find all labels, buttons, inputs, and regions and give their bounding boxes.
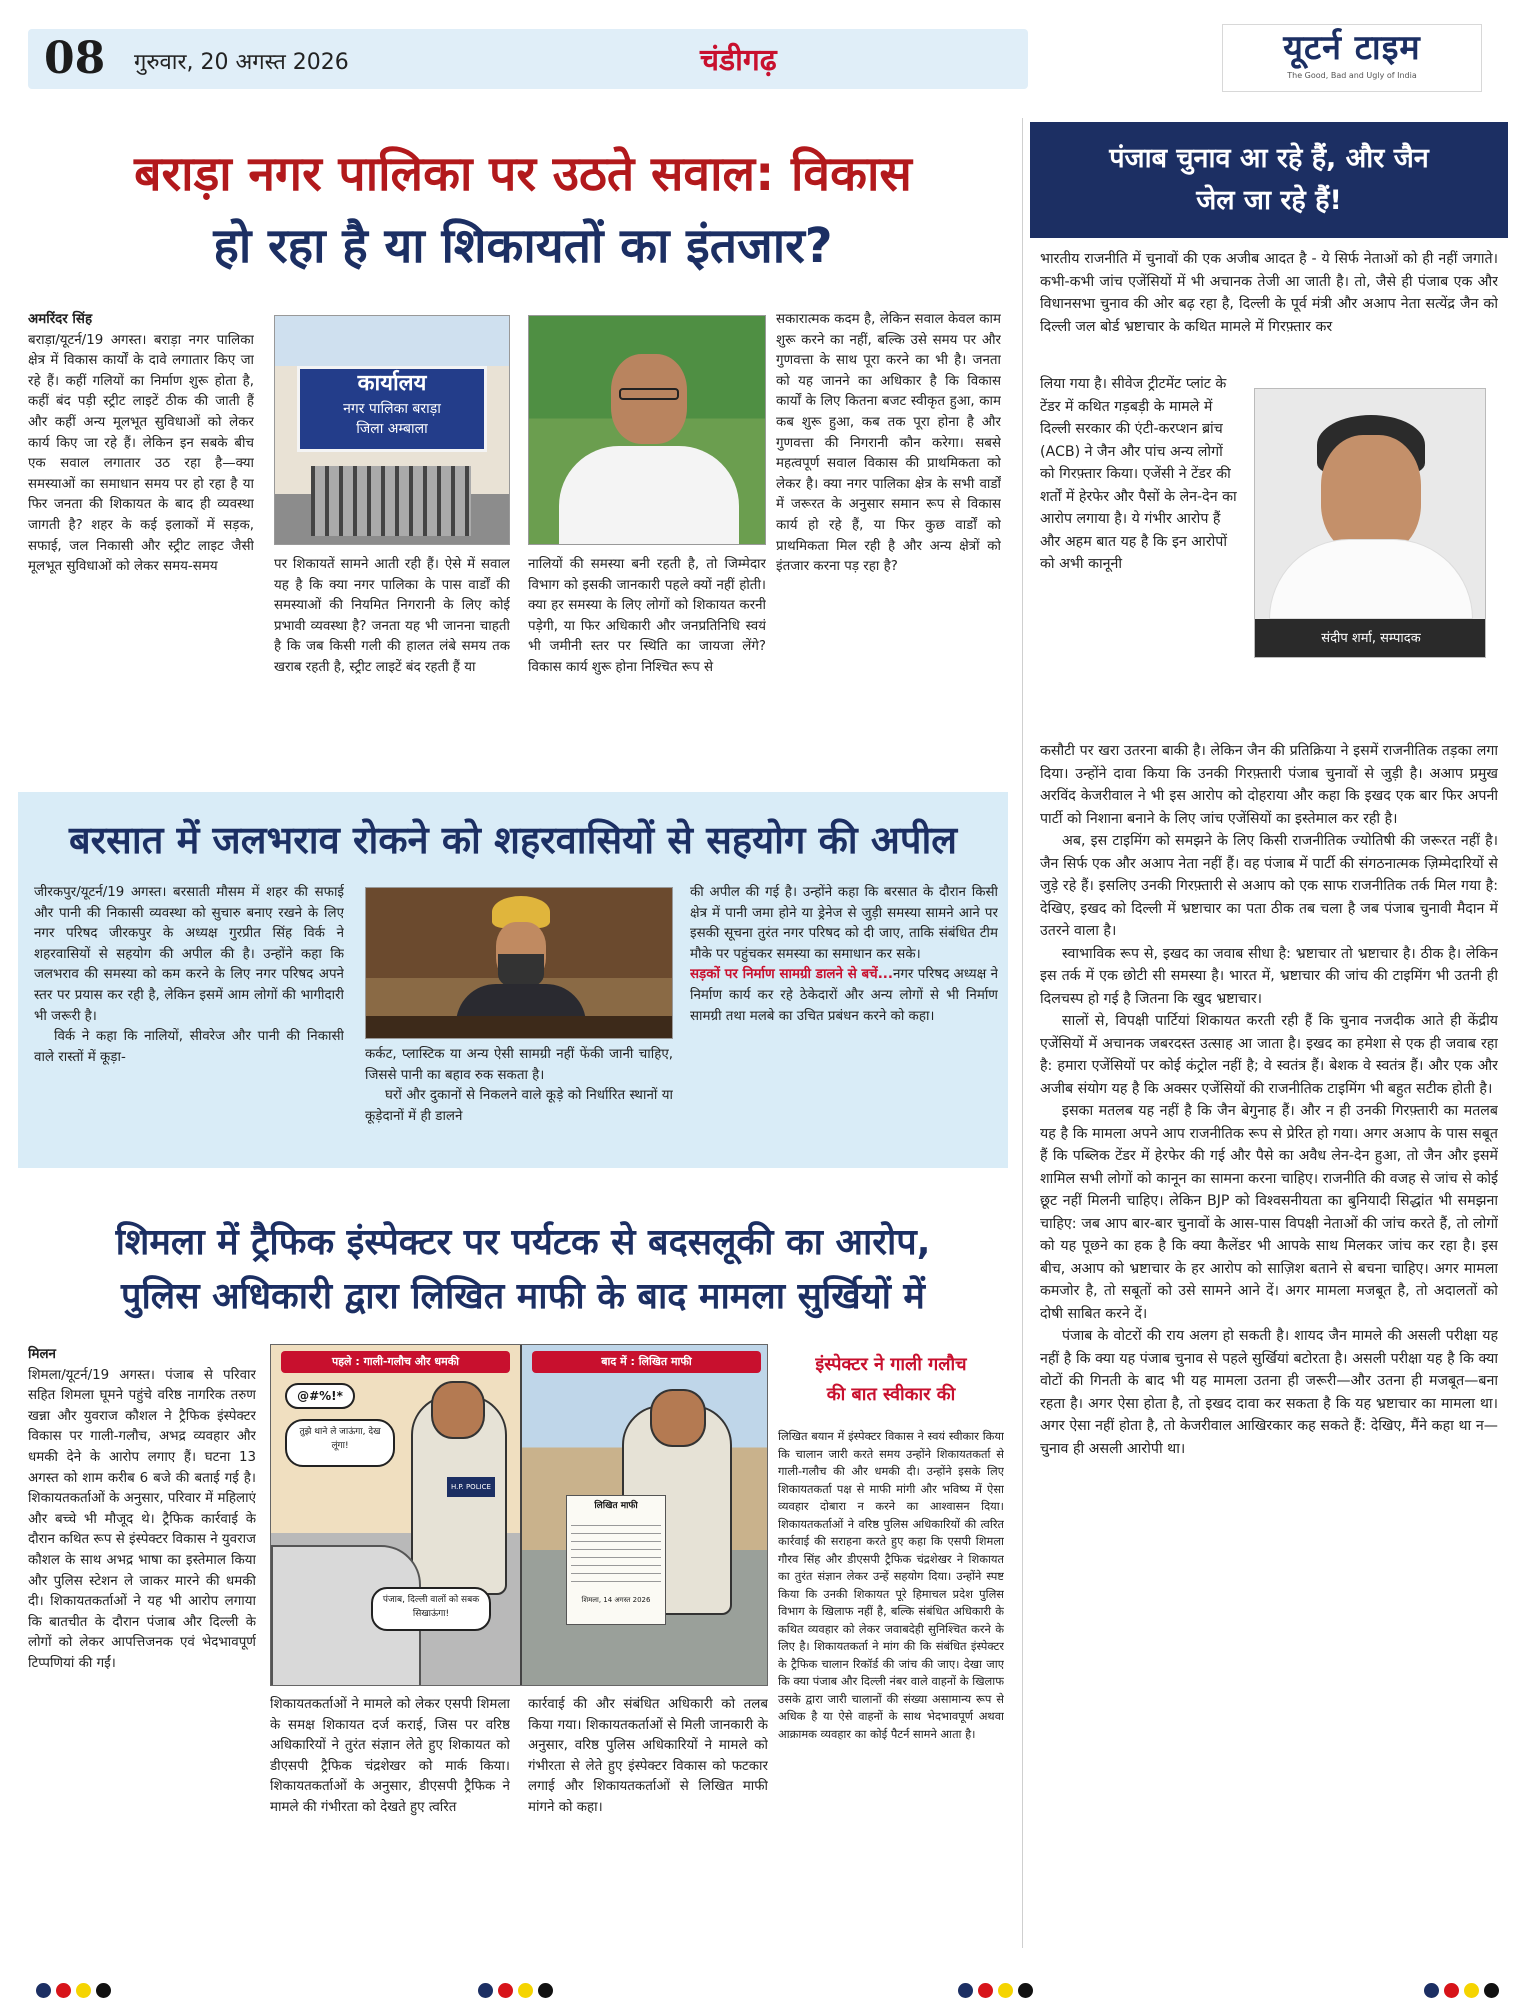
dot-black	[96, 1983, 111, 1998]
panel-before-title: पहले : गाली-गलौच और धमकी	[281, 1351, 510, 1373]
story3-headline-line2: पुलिस अधिकारी द्वारा लिखित माफी के बाद मामला सुर्खियों में	[121, 1276, 925, 1317]
story3-col2-text: शिकायतकर्ताओं ने मामले को लेकर एसपी शिमला के समक्ष शिकायत दर्ज कराई, जिस पर वरिष्ठ अधिकारियों ने तुरंत संज्ञान लेते हुए शिकायत को डीएसपी ट्रैफिक चंद्रशेखर को मार्क किया। शिकायतकर्ताओं के अनुसार, डीएसपी ट्रैफिक ने मामले की गंभीरता को देखते हुए त्वरित	[270, 1697, 510, 1815]
story2-col2a-text: कर्कट, प्लास्टिक या अन्य ऐसी सामग्री नहीं फेंकी जानी चाहिए, जिससे पानी का बहाव रुक सकता है।	[365, 1047, 673, 1083]
logo-tagline: The Good, Bad and Ugly of India	[1287, 71, 1417, 80]
dot-red	[1444, 1983, 1459, 1998]
story2-col1b-text: विर्क ने कहा कि नालियों, सीवरेज और पानी की निकासी वाले रास्तों में कूड़ा-	[34, 1029, 344, 1065]
officer-face	[650, 1389, 706, 1447]
dot-yellow	[998, 1983, 1013, 1998]
sign-line-1: कार्यालय	[357, 371, 427, 396]
story1-col4-text: सकारात्मक कदम है, लेकिन सवाल केवल काम शुरू करने का नहीं, बल्कि उसे समय पर और गुणवत्ता के साथ पूरा करने का भी है। जनता को यह जानने का अधिकार है कि विकास कार्यों के लिए कितना बजट स्वीकृत हुआ, काम कब शुरू हुआ, कब तक पूरा होना है और गुणवत्ता की निगरानी कौन करेगा। सबसे महत्वपूर्ण सवाल विकास की प्राथमिकता को लेकर है। क्या नगर पालिका क्षेत्र के सभी वार्डों में जरूरत के अनुसार समान रूप से विकास कार्य हो रहे हैं, या फिर कुछ वार्डों को प्राथमिकता मिल रही है और अन्य क्षेत्रों को इंतजार करना पड़ रहा है?	[776, 312, 1001, 575]
speech-bubble-1: @#%!*	[285, 1383, 355, 1409]
editorial-headline-line2: जेल जा रहे हैं!	[1196, 185, 1342, 216]
dot-yellow	[518, 1983, 533, 1998]
dot-red	[56, 1983, 71, 1998]
story2-column-3	[690, 883, 998, 1163]
editorial-column-rule	[1022, 118, 1023, 1948]
story3-headline	[28, 1216, 1018, 1324]
office-gate	[311, 466, 471, 536]
editorial-p4: सालों से, विपक्षी पार्टियां शिकायत करती रही हैं कि चुनाव नजदीक आते ही केंद्रीय एजेंसियों में अचानक जबरदस्त उत्साह आ जाता है। इखद का हमेशा से एक ही जवाब रहा है: हमारा एजेंसियों पर कोई कंट्रोल नहीं है; वे स्वतंत्र हैं। बेशक वे स्वतंत्र हैं। और एक और अजीब संयोग यह है कि अक्सर एजेंसियों की राजनीतिक टाइमिंग भी बहुत सटीक होती है।	[1040, 1013, 1498, 1097]
sign-line-3: जिला अम्बाला	[356, 421, 428, 437]
editorial-p3: स्वाभाविक रूप से, इखद का जवाब सीधा है: भ्रष्टाचार तो भ्रष्टाचार है। ठीक है। लेकिन इस तर्क में एक छोटी सी समस्या है। भारत में, भ्रष्टाचार की जांच की टाइमिंग भी उतनी ही दिलचस्प हो गई है जितना कि खुद भ्रष्टाचार।	[1040, 945, 1498, 1007]
registration-dots-4	[1424, 1983, 1499, 1998]
council-president-photo	[365, 887, 673, 1039]
dot-black	[1484, 1983, 1499, 1998]
dot-red	[498, 1983, 513, 1998]
story1-headline	[28, 138, 1018, 282]
story1-col3-text: नालियों की समस्या बनी रहती है, तो जिम्मेदार विभाग को इसकी जानकारी पहले क्यों नहीं होती। क्या हर समस्या के लिए लोगों को शिकायत करनी पड़ेगी, या फिर अधिकारी और जनप्रतिनिधि स्वयं भी जमीनी स्तर पर स्थिति का जायजा लेंगे? विकास कार्य शुरू होना निश्चित रूप से	[528, 557, 766, 675]
office-desk	[366, 1016, 673, 1039]
apology-letter	[566, 1495, 666, 1625]
portrait-shirt	[559, 446, 739, 545]
editorial-p2: अब, इस टाइमिंग को समझने के लिए किसी राजनीतिक ज्योतिषी की जरूरत नहीं है। जैन सिर्फ एक और अआप नेता नहीं हैं। वह पंजाब में पार्टी की संगठनात्मक ज़िम्मेदारियों से जुड़े रहे हैं। इसलिए उनकी गिरफ़्तारी से अआप को एक साफ राजनीतिक तर्क मिल गया है: देखिए, इखद को दिल्ली में भ्रष्टाचार का पता ठीक तब चला है जब पंजाब चुनावी मैदान में उतरने वाला है।	[1040, 833, 1498, 939]
office-sign-board	[297, 366, 487, 452]
story3-byline: मिलन	[28, 1347, 56, 1362]
story3-column-1	[28, 1345, 256, 1945]
police-badge: H.P. POLICE	[447, 1477, 495, 1497]
editor-coat	[1269, 539, 1473, 619]
story1-byline: अमरिंदर सिंह	[28, 312, 93, 327]
story1-column-1	[28, 310, 254, 775]
dot-red	[978, 1983, 993, 1998]
dot-black	[538, 1983, 553, 1998]
registration-dots-1	[36, 1983, 111, 1998]
dot-yellow	[1464, 1983, 1479, 1998]
editorial-p6: पंजाब के वोटरों की राय अलग हो सकती है। शायद जैन मामले की असली परीक्षा यह नहीं है कि क्या यह पंजाब चुनाव से पहले सुर्खियां बटोरता है। असली परीक्षा यह है कि क्या वोटों की गिनती के बाद भी यह मामला उतना ही जरूरी—और उतना ही मजबूत—बना रहता है। अगर ऐसा होता है, तो इखद दावा कर सकता है कि यह भ्रष्टाचार का मामला था। अगर ऐसा नहीं होता है, तो केजरीवाल आखिरकार कह सकते हैं: देखिए, मैंने कहा था न—चुनाव ही असली आरोपी था।	[1040, 1328, 1498, 1457]
municipal-office-photo	[274, 315, 510, 545]
comic-panel-before	[271, 1345, 520, 1686]
dot-black	[1018, 1983, 1033, 1998]
editorial-body	[1040, 740, 1498, 1950]
story3-col1-text: शिमला/यूटर्न/19 अगस्त। पंजाब से परिवार सहित शिमला घूमने पहुंचे वरिष्ठ नागरिक तरुण खन्ना और युवराज कौशल ने ट्रैफिक इंस्पेक्टर विकास पर गाली-गलौच, अभद्र व्यवहार और धमकी देने के आरोप लगाए हैं। घटना 13 अगस्त को शाम करीब 6 बजे की बताई गई है। शिकायतकर्ताओं के अनुसार, परिवार में महिलाएं और बच्चे भी मौजूद थे। ट्रैफिक कार्रवाई के दौरान कथित रूप से इंस्पेक्टर विकास ने युवराज कौशल के साथ अभद्र भाषा का इस्तेमाल किया और पुलिस स्टेशन ले जाकर मारने की धमकी दी। शिकायतकर्ताओं ने यह भी आरोप लगाया कि बातचीत के दौरान पंजाब और दिल्ली के लोगों को लेकर आपत्तिजनक एवं भेदभावपूर्ण टिप्पणियां की गईं।	[28, 1367, 256, 1671]
story1-col1-text: बराड़ा/यूटर्न/19 अगस्त। बराड़ा नगर पालिका क्षेत्र में विकास कार्यों के दावे लगातार किए जा रहे हैं। कहीं गलियों का निर्माण शुरू होता है, कहीं बंद पड़ी स्ट्रीट लाइटें ठीक की जाती हैं और कहीं अन्य मूलभूत सुविधाओं को लेकर कार्य किए जा रहे हैं। लेकिन इन सबके बीच एक सवाल लगातार उठ रहा है—क्या समस्याओं का समाधान समय पर हो रहा है या फिर जनता की शिकायत के बाद ही व्यवस्था जागती है? शहर के कई इलाकों में सड़क, सफाई, जल निकासी और स्ट्रीट लाइट जैसी मूलभूत सुविधाओं को लेकर समय-समय	[28, 332, 254, 575]
editor-caption: संदीप शर्मा, सम्पादक	[1255, 619, 1486, 658]
story1-column-4	[776, 310, 1001, 775]
inspector-face	[431, 1381, 485, 1439]
dot-blue	[958, 1983, 973, 1998]
editor-photo	[1254, 388, 1486, 658]
story2-headline: बरसात में जलभराव रोकने को शहरवासियों से सहयोग की अपील	[68, 818, 958, 862]
story3-col3-text: कार्रवाई की और संबंधित अधिकारी को तलब किया गया। शिकायतकर्ताओं से मिली जानकारी के अनुसार, वरिष्ठ पुलिस अधिकारियों ने मामले को गंभीरता से लेते हुए इंस्पेक्टर विकास को फटकार लगाई और शिकायतकर्ताओं से लिखित माफी मांगने को कहा।	[528, 1697, 768, 1815]
story1-column-3	[528, 555, 766, 775]
logo-text: यूटर्न टाइम	[1283, 28, 1421, 68]
story1-headline-line2: हो रहा है या शिकायतों का इंतजार?	[213, 218, 833, 274]
editorial-intro	[1040, 248, 1498, 370]
story2-col3a-text: की अपील की गई है। उन्होंने कहा कि बरसात के दौरान किसी क्षेत्र में पानी जमा होने या ड्रेनेज से जुड़ी समस्या सामने आने पर इसकी सूचना तुरंत नगर परिषद को दी जाए, ताकि संबंधित टीम मौके पर पहुंचकर समस्या का समाधान कर सके।	[690, 885, 998, 962]
sidebar-text: लिखित बयान में इंस्पेक्टर विकास ने स्वयं स्वीकार किया कि चालान जारी करते समय उन्होंने शिकायतकर्ता से गाली-गलौच की और धमकी दी। उन्होंने इसके लिए शिकायतकर्ता पक्ष से माफी मांगी और भविष्य में ऐसा व्यवहार दोबारा न करने का आश्वासन दिया। शिकायतकर्ताओं ने वरिष्ठ पुलिस अधिकारियों की त्वरित कार्रवाई की सराहना करते हुए कहा कि एसपी शिमला गौरव सिंह और डीएसपी ट्रैफिक चंद्रशेखर ने शिकायत का तुरंत संज्ञान लेकर उन्हें सहयोग दिया। उन्होंने स्पष्ट किया कि उनकी शिकायत पूरे हिमाचल प्रदेश पुलिस विभाग के खिलाफ नहीं है, बल्कि संबंधित अधिकारी के कथित व्यवहार को लेकर जवाबदेही सुनिश्चित करने के लिए है। शिकायतकर्ता ने मांग की कि संबंधित इंस्पेक्टर के ट्रैफिक चालान रिकॉर्ड की जांच की जाए। देखा जाए कि क्या पंजाब और दिल्ली नंबर वाले वाहनों के खिलाफ उसके द्वारा जारी चालानों की संख्या असामान्य रूप से अधिक है या ऐसे वाहनों के साथ भेदभावपूर्ण अथवा आक्रामक व्यवहार का कोई पैटर्न सामने आता है।	[778, 1429, 1004, 1741]
registration-dots-2	[478, 1983, 553, 1998]
editorial-headline-line1: पंजाब चुनाव आ रहे हैं, और जैन	[1109, 143, 1429, 174]
dot-blue	[478, 1983, 493, 1998]
panel-after-title: बाद में : लिखित माफी	[532, 1351, 761, 1373]
letter-title: लिखित माफी	[594, 1501, 638, 1511]
sign-line-2: नगर पालिका बराड़ा	[343, 401, 441, 417]
portrait-glasses	[619, 388, 679, 400]
story2-col1a-text: जीरकपुर/यूटर्न/19 अगस्त। बरसाती मौसम में शहर की सफाई और पानी की निकासी व्यवस्था को सुचारु बनाए रखने के लिए नगर परिषद जीरकपुर के अध्यक्ष गुरप्रीत सिंह विर्क ने शहरवासियों से सहयोग की अपील की है। उन्होंने कहा कि जलभराव की समस्या को कम करने के लिए नगर परिषद अपने स्तर पर प्रयास कर रही है, लेकिन इसमें आम लोगों की भागीदारी भी जरूरी है।	[34, 885, 344, 1024]
editorial-headline	[1030, 122, 1508, 238]
dot-blue	[36, 1983, 51, 1998]
story3-headline-line1: शिमला में ट्रैफिक इंस्पेक्टर पर पर्यटक से बदसलूकी का आरोप,	[115, 1222, 931, 1263]
editor-face	[1321, 435, 1421, 555]
comic-illustration	[270, 1344, 768, 1686]
speech-bubble-3: पंजाब, दिल्ली वालों को सबक सिखाऊंगा!	[371, 1587, 491, 1631]
letter-date: शिमला, 14 अगस्त 2026	[581, 1596, 651, 1604]
page-number: 08	[44, 33, 106, 84]
story2-subhead: सड़कों पर निर्माण सामग्री डालने से बचें...	[690, 967, 893, 983]
story1-col2-text: पर शिकायतें सामने आती रही हैं। ऐसे में सवाल यह है कि क्या नगर पालिका के पास वार्डों की समस्याओं की नियमित निगरानी के लिए कोई प्रभावी व्यवस्था है? जनता यह भी जानना चाहती है कि जब किसी गली की हालत लंबे समय तक खराब रहती है, स्ट्रीट लाइटें बंद रहती हैं या	[274, 557, 510, 675]
letter-lines	[571, 1518, 661, 1588]
president-beard	[498, 954, 544, 988]
story2-col2b-text: घरों और दुकानों से निकलने वाले कूड़े को निर्धारित स्थानों या कूड़ेदानों में ही डालने	[365, 1088, 673, 1124]
sidebar-headline-line2: की बात स्वीकार की	[826, 1384, 956, 1405]
registration-dots-3	[958, 1983, 1033, 1998]
issue-date: गुरुवार, 20 अगस्त 2026	[134, 50, 349, 75]
dot-blue	[1424, 1983, 1439, 1998]
editorial-p1: कसौटी पर खरा उतरना बाकी है। लेकिन जैन की प्रतिक्रिया ने इसमें राजनीतिक तड़का लगा दिया। उन्होंने दावा किया कि उनकी गिरफ़्तारी पंजाब चुनावों से जुड़ी है। अआप प्रमुख अरविंद केजरीवाल ने भी इस आरोप को दोहराया और कहा कि इखद एक बार फिर अपनी पार्टी को निशाना बनाने के लिए जांच एजेंसियों का इस्तेमाल कर रही है।	[1040, 743, 1498, 827]
editorial-narrow-text: लिया गया है। सीवेज ट्रीटमेंट प्लांट के टेंडर में कथित गड़बड़ी के मामले में दिल्ली सरकार की एंटी-करप्शन ब्रांच (ACB) ने जैन और पांच अन्य लोगों को गिरफ़्तार किया। एजेंसी ने टेंडर की शर्तों में हेरफेर और पैसों के लेन-देन का आरोप लगाया है। ये गंभीर आरोप हैं और अहम बात यह है कि इन आरोपों को अभी कानूनी	[1040, 376, 1237, 572]
official-portrait-photo	[528, 315, 766, 545]
story2-col3b-text: नगर परिषद अध्यक्ष ने निर्माण कार्य कर रहे ठेकेदारों और अन्य लोगों से भी निर्माण सामग्री तथा मलबे का उचित प्रबंधन करने को कहा।	[690, 967, 998, 1024]
speech-bubble-2: तुझे थाने ले जाऊंगा, देख लूंगा!	[285, 1419, 395, 1467]
story1-column-2	[274, 555, 510, 775]
story2-column-2	[365, 1045, 673, 1163]
editorial-narrow-column	[1040, 373, 1238, 733]
story3-column-3	[528, 1695, 768, 1945]
editorial-p5: इसका मतलब यह नहीं है कि जैन बेगुनाह हैं। और न ही उनकी गिरफ़्तारी का मतलब यह है कि मामला अपने आप राजनीतिक रूप से प्रेरित हो गया। अगर अआप के पास सबूत हैं कि पब्लिक टेंडर में हेरफेर की गई और पैसे का अवैध लेन-देन हुआ, तो जैन और इसमें शामिल सभी लोगों को कानून का सामना करना चाहिए। राजनीति की वजह से जांच से कोई छूट नहीं मिलनी चाहिए। लेकिन BJP को विश्वसनीयता का बुनियादी सिद्धांत भी समझना चाहिए: जब आप बार-बार चुनावों के आस-पास विपक्षी नेताओं की जांच करते हैं, तो लोगों को यह पूछने का हक है कि क्या कैलेंडर भी आपके साथ मिलकर जांच कर रहा है। इस बीच, अआप को भ्रष्टाचार के हर आरोप को साज़िश बताने से बचना चाहिए। अगर मामला कमजोर है, तो सबूतों को उसे सामने आने दें। अगर मामला मजबूत है, तो अदालतों को दोषी साबित करने दें।	[1040, 1103, 1498, 1322]
comic-panel-after	[520, 1345, 768, 1686]
story2-column-1	[34, 883, 344, 1163]
story3-sidebar-headline	[778, 1350, 1004, 1410]
story1-headline-line1: बराड़ा नगर पालिका पर उठते सवाल: विकास	[134, 146, 912, 202]
dot-yellow	[76, 1983, 91, 1998]
story3-sidebar-text	[778, 1428, 1004, 1948]
story2-col3b-para	[690, 965, 998, 1027]
story3-column-2	[270, 1695, 510, 1945]
city-label: चंडीगढ़	[700, 43, 777, 78]
sidebar-headline-line1: इंस्पेक्टर ने गाली गलौच	[815, 1354, 967, 1375]
newspaper-logo	[1222, 24, 1482, 92]
editorial-intro-text: भारतीय राजनीति में चुनावों की एक अजीब आदत है - ये सिर्फ नेताओं को ही नहीं जगाते। कभी-कभी जांच एजेंसियों में भी अचानक तेजी आ जाती है। तो, जैसे ही पंजाब एक और विधानसभा चुनाव की ओर बढ़ रहा है, दिल्ली के पूर्व मंत्री और अआप नेता सत्येंद्र जैन को दिल्ली जल बोर्ड भ्रष्टाचार के कथित मामले में गिरफ़्तार कर	[1040, 251, 1498, 335]
